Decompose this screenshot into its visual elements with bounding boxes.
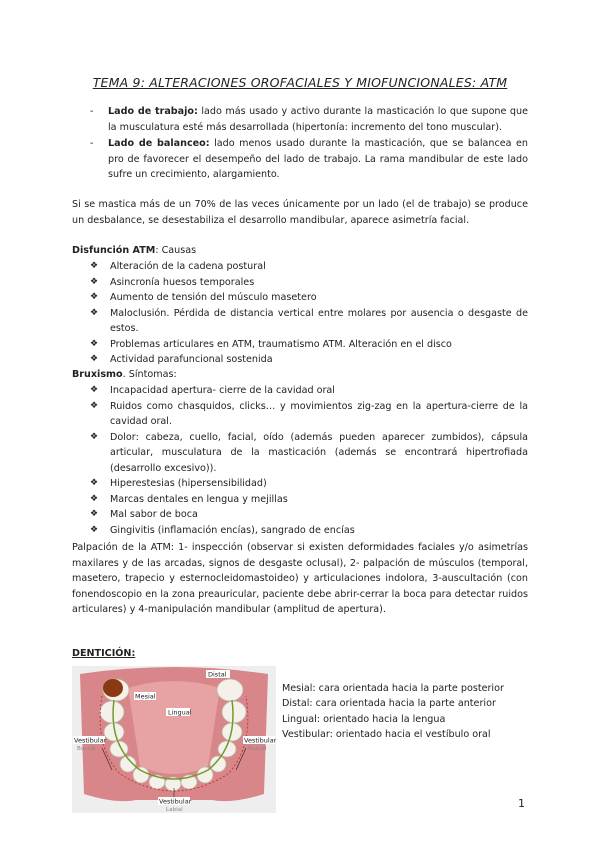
diamond-bullet-icon: ❖ [90,354,99,364]
term-lado-balanceo: Lado de balanceo: [108,138,210,149]
label-vestibular-bottom: Vestibular [159,797,192,806]
list-item-text: Mal sabor de boca [110,509,198,520]
list-item-text: Actividad parafuncional sostenida [110,354,273,365]
heading-disfuncion-bold: Disfunción ATM [72,245,156,256]
list-item-lado-balanceo [90,136,528,183]
lados-list [90,104,528,184]
list-item [90,290,528,306]
heading-denticion: DENTICIÓN: [72,648,136,659]
list-item-text: Dolor: cabeza, cuello, facial, oído (además pueden aparecer zumbidos), cápsula articular, musculatura de la masticación (además se encontrará hipertrofiada (desarrollo excesivo)). [110,431,528,474]
def-lado-balanceo: lado menos usado durante la masticación, que se balancea en pro de favorecer el desempeño del lado de trabajo. La rama mandibular de este lado sufre un crecimiento, alargamiento. [108,138,528,180]
heading-bruxismo [72,367,177,383]
sintomas-list [90,383,528,538]
list-item-text: Ruidos como chasquidos, clicks… y movimientos zig-zag en la apertura-cierre de la cavidad oral. [110,400,528,427]
legend-item-mesial: Mesial: cara orientada hacia la parte posterior [282,683,504,694]
diamond-bullet-icon: ❖ [90,338,99,349]
list-item-text: Incapacidad apertura- cierre de la cavidad oral [110,385,335,396]
list-item [90,399,528,430]
list-item [90,523,528,539]
list-item [90,383,528,399]
def-lado-trabajo: lado más usado y activo durante la masticación lo que supone que la musculatura esté más desarrollada (hipertonía: incremento del tono muscular). [108,106,528,133]
list-item-text: Alteración de la cadena postural [110,261,266,272]
heading-disfuncion-atm [72,243,196,259]
page-title: TEMA 9: ALTERACIONES OROFACIALES Y MIOFUNCIONALES: ATM [92,75,508,90]
dash-bullet: - [90,106,94,117]
list-item [90,275,528,291]
dental-arch-diagram [72,666,276,813]
legend-item-lingual: Lingual: orientado hacia la lengua [282,713,446,725]
label-distal: Distal [208,670,227,679]
diamond-bullet-icon: ❖ [90,292,99,302]
label-labial-bottom: Labial [166,807,183,813]
list-item [90,259,528,275]
list-item-text: Aumento de tensión del músculo masetero [110,292,317,303]
list-item-text: Asincronía huesos temporales [110,276,255,288]
diamond-bullet-icon: ❖ [90,307,99,318]
label-lingual: Lingual [168,708,192,717]
list-item-lado-trabajo [90,104,528,135]
list-item [90,476,528,492]
heading-bruxismo-bold: Bruxismo [72,369,123,380]
list-item-text: Hiperestesias (hipersensibilidad) [110,478,267,489]
list-item-text: Problemas articulares en ATM, traumatismo ATM. Alteración en el disco [110,338,452,350]
list-item [90,352,528,368]
mesial-highlight-shape [103,679,123,697]
diamond-bullet-icon: ❖ [90,431,99,442]
label-mesial: Mesial [135,692,156,701]
list-item-text: Maloclusión. Pérdida de distancia vertical entre molares por ausencia o desgaste de estos. [110,307,528,334]
list-item [90,430,528,477]
list-item [90,337,528,353]
heading-disfuncion-rest: : Causas [155,245,197,256]
legend-item-distal: Distal: cara orientada hacia la parte anterior [282,698,496,710]
dash-bullet: - [90,138,94,149]
diamond-bullet-icon: ❖ [90,509,99,519]
list-item-text: Gingivitis (inflamación encías), sangrado de encías [110,524,355,536]
list-item [90,507,528,523]
paragraph-palpacion: Palpación de la ATM: 1- inspección (observar si existen deformidades faciales y/o asimetrías maxilares y de las arcadas, signos de desgaste oclusal), 2- palpación de músculos (temporal, masetero, trapecio y esternocleidomastoideo) y articulaciones indolora, 3-auscultación (con fonendoscopio en la zona preauricular, paciente debe abrir-cerrar la boca para detectar ruidos articulares) y 4-manipulación mandibular (amplitud de apertura). [72,542,528,615]
diamond-bullet-icon: ❖ [90,493,99,504]
diamond-bullet-icon: ❖ [90,478,99,488]
term-lado-trabajo: Lado de trabajo: [108,106,198,117]
diamond-bullet-icon: ❖ [90,385,99,395]
list-item [90,492,528,508]
label-vestibular-right: Vestibular [244,736,276,745]
diamond-bullet-icon: ❖ [90,276,99,287]
diamond-bullet-icon: ❖ [90,400,99,411]
paragraph-desbalance: Si se mastica más de un 70% de las veces únicamente por un lado (el de trabajo) se produce un desbalance, se desestabiliza el desarrollo mandibular, aparece asimetría facial. [72,199,528,226]
diamond-bullet-icon: ❖ [90,524,99,535]
causas-list [90,259,528,368]
legend-item-vestibular: Vestibular: orientado hacia el vestíbulo oral [282,729,491,741]
list-item-text: Marcas dentales en lengua y mejillas [110,493,288,505]
dentition-legend [282,681,504,743]
page-number: 1 [518,797,525,810]
label-vestibular-left: Vestibular [74,736,107,745]
list-item [90,306,528,337]
diamond-bullet-icon: ❖ [90,261,99,271]
heading-bruxismo-rest: . Síntomas: [122,369,177,380]
label-buccal-right: Buccal [248,746,267,752]
label-buccal-left: Buccal [77,746,96,752]
